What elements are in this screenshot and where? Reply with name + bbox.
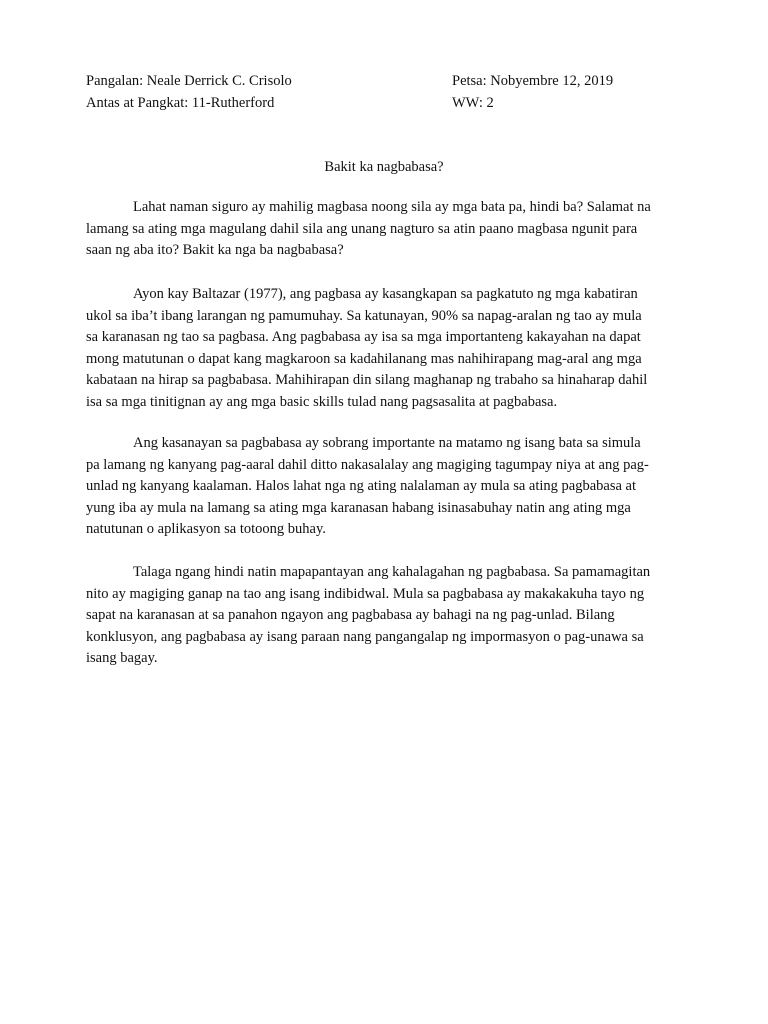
student-name: Pangalan: Neale Derrick C. Crisolo xyxy=(86,73,292,89)
paragraph-2 xyxy=(86,284,676,414)
paragraph-line: pa lamang ng kanyang pag-aaral dahil ditto nakasalalay ang magiging tagumpay niya at ang pag- xyxy=(86,456,649,473)
paragraph-line: natutunan o aplikasyon sa totoong buhay. xyxy=(86,521,326,538)
paragraph-line: konklusyon, ang pagbabasa ay isang paraan nang pangangalap ng impormasyon o pag-unawa sa xyxy=(86,628,644,645)
paragraph-line: saan ng aba ito? Bakit ka nga ba nagbabasa? xyxy=(86,242,344,259)
paragraph-line: Ayon kay Baltazar (1977), ang pagbasa ay kasangkapan sa pagkatuto ng mga kabatiran xyxy=(133,286,638,302)
paragraph-line: ukol sa iba’t ibang larangan ng pamumuhay. Sa katunayan, 90% sa napag-aralan ng tao ay mula xyxy=(86,307,642,324)
paragraph-line: isa sa mga tinitignan ay ang mga basic skills tulad nang pagsasalita at pagbabasa. xyxy=(86,393,558,410)
paragraph-4 xyxy=(86,562,676,670)
date-label: Petsa: Nobyembre 12, 2019 xyxy=(452,73,614,89)
paragraph-line: sapat na karanasan at sa panahon ngayon ang pagbabasa ay bahagi na ng pag-unlad. Bilang xyxy=(86,607,615,624)
paragraph-line: mong matutunan o dapat kang magkaroon sa kadahilanang mas nahihirapang mag-aral ang mga xyxy=(86,350,642,367)
essay-title: Bakit ka nagbabasa? xyxy=(324,159,444,175)
paragraph-line: isang bagay. xyxy=(86,650,158,667)
paragraph-line: Talaga ngang hindi natin mapapantayan ang kahalagahan ng pagbabasa. Sa pamamagitan xyxy=(133,564,651,580)
paragraph-line: lamang sa ating mga magulang dahil sila ang unang nagturo sa atin paano magbasa ngunit para xyxy=(86,220,638,237)
paragraph-line: yung iba ay mula na lamang sa ating mga karanasan habang isinasabuhay natin ang ating mga xyxy=(86,499,631,516)
paragraph-1 xyxy=(86,197,676,262)
grade-section: Antas at Pangkat: 11-Rutherford xyxy=(86,95,275,111)
paragraph-line: Lahat naman siguro ay mahilig magbasa noong sila ay mga bata pa, hindi ba? Salamat na xyxy=(133,199,651,215)
paragraph-line: kabataan na hirap sa pagbabasa. Mahihirapan din silang maghanap ng trabaho sa hinaharap dahil xyxy=(86,372,648,389)
paragraph-line: Ang kasanayan sa pagbabasa ay sobrang importante na matamo ng isang bata sa simula xyxy=(133,435,641,451)
paragraph-line: sa karanasan ng tao sa pagbasa. Ang pagbabasa ay isa sa mga importanteng kakayahan na dapat xyxy=(86,329,641,346)
paragraph-3 xyxy=(86,433,676,541)
written-work-number: WW: 2 xyxy=(452,95,494,111)
paragraph-line: unlad ng kanyang kaalaman. Halos lahat nga ng ating nalalaman ay mula sa ating pagbabasa at xyxy=(86,478,637,495)
paragraph-line: nito ay magiging ganap na tao ang isang indibidwal. Mula sa pagbabasa ay makakakuha tayo ng xyxy=(86,585,645,602)
